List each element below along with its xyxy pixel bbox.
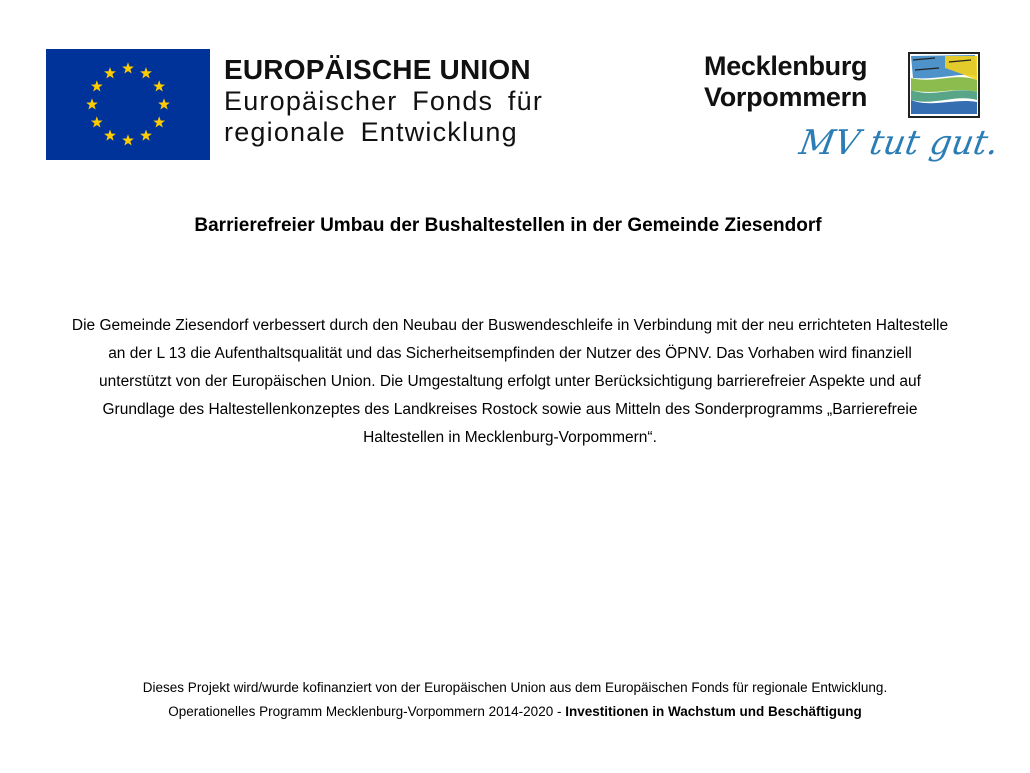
mv-slogan-text: MV tut gut. <box>796 123 1002 163</box>
funding-footer <box>0 676 1030 724</box>
eu-logo-subtitle-line1: Europäischer Fonds für <box>224 86 544 116</box>
eu-logo-subtitle-line2: regionale Entwicklung <box>224 117 518 147</box>
mv-logo <box>700 46 1002 171</box>
footer-line-2 <box>0 700 1030 724</box>
mv-slogan <box>796 120 1002 168</box>
page-title: Barrierefreier Umbau der Bushaltestellen in der Gemeinde Ziesendorf <box>194 215 822 236</box>
landscape-emblem-icon <box>905 50 983 120</box>
eu-logo-title: EUROPÄISCHE UNION <box>224 54 531 85</box>
body-paragraph: Die Gemeinde Ziesendorf verbessert durch den Neubau der Buswendeschleife in Verbindung mit der neu errichteten Haltestelle an der L 13 die Aufenthaltsqualität und das Sicherheitsempfinden der Nutzer des ÖPNV. Das Vorhaben wird finanziell unterstützt von der Europäischen Union. Die Umgestaltung erfolgt unter Berücksichtigung barrierefreier Aspekte und auf Grundlage des Haltestellenkonzeptes des Landkreises Rostock sowie aus Mitteln des Sonderprogramms „Barrierefreie Haltestellen in Mecklenburg-Vorpommern“. <box>71 317 949 446</box>
footer-line-1: Dieses Projekt wird/wurde kofinanziert von der Europäischen Union aus dem Europäischen Fonds für regionale Entwicklung. <box>142 680 888 695</box>
eu-logo-text <box>224 54 543 148</box>
footer-line-2-bold: Investitionen in Wachstum und Beschäftigung <box>565 704 862 719</box>
mv-logo-name <box>704 51 867 113</box>
eu-flag-icon <box>46 49 210 160</box>
footer-line-2-prefix: Operationelles Programm Mecklenburg-Vorpommern 2014-2020 - <box>168 704 566 719</box>
mv-logo-name-line2: Vorpommern <box>704 82 868 112</box>
mv-logo-name-line1: Mecklenburg <box>704 51 868 81</box>
